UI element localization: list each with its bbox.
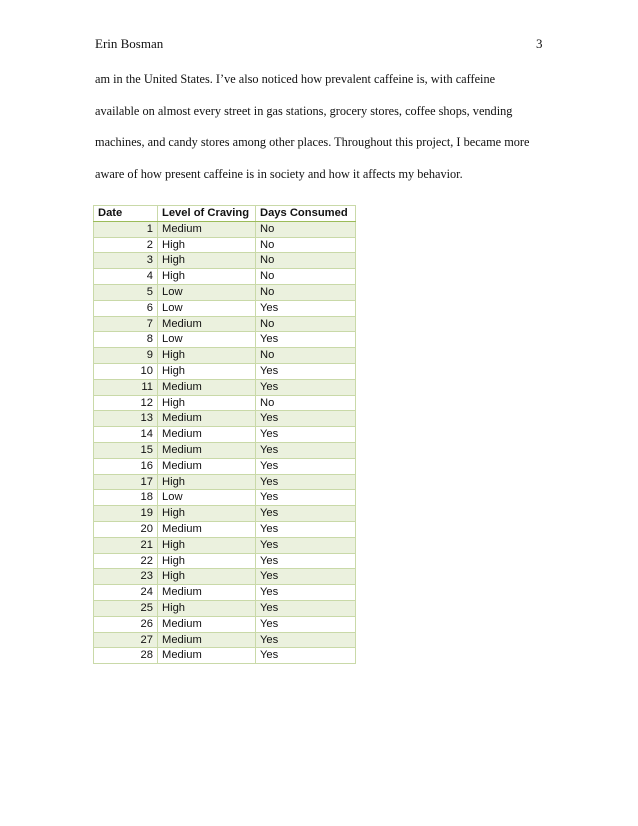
table-row <box>94 379 356 395</box>
cell-date: 19 <box>94 506 158 522</box>
table-row <box>94 442 356 458</box>
cell-days-consumed: Yes <box>256 537 356 553</box>
page-number: 3 <box>536 36 543 51</box>
cell-days-consumed: Yes <box>256 411 356 427</box>
cell-level-of-craving: Medium <box>158 648 256 664</box>
table-row <box>94 569 356 585</box>
table-row <box>94 316 356 332</box>
cell-date: 24 <box>94 585 158 601</box>
table-body <box>94 221 356 663</box>
cell-level-of-craving: High <box>158 474 256 490</box>
cell-date: 6 <box>94 300 158 316</box>
running-header-author: Erin Bosman <box>95 36 164 51</box>
column-header-days-consumed: Days Consumed <box>256 206 356 222</box>
cell-days-consumed: Yes <box>256 632 356 648</box>
cell-days-consumed: Yes <box>256 474 356 490</box>
cell-days-consumed: Yes <box>256 569 356 585</box>
body-line: aware of how present caffeine is in society and how it affects my behavior. <box>95 166 463 181</box>
cell-days-consumed: Yes <box>256 585 356 601</box>
cell-level-of-craving: Low <box>158 284 256 300</box>
body-line: available on almost every street in gas stations, grocery stores, coffee shops, vending <box>95 103 513 118</box>
table-row <box>94 506 356 522</box>
table-row <box>94 537 356 553</box>
cell-level-of-craving: High <box>158 395 256 411</box>
table-row <box>94 616 356 632</box>
cell-level-of-craving: Medium <box>158 632 256 648</box>
cell-level-of-craving: Medium <box>158 585 256 601</box>
cell-level-of-craving: High <box>158 237 256 253</box>
cell-date: 2 <box>94 237 158 253</box>
table-row <box>94 300 356 316</box>
cell-date: 8 <box>94 332 158 348</box>
table-row <box>94 474 356 490</box>
cell-level-of-craving: Low <box>158 332 256 348</box>
cell-date: 3 <box>94 253 158 269</box>
cell-date: 27 <box>94 632 158 648</box>
body-line: am in the United States. I’ve also noticed how prevalent caffeine is, with caffeine <box>95 72 496 86</box>
cell-days-consumed: Yes <box>256 332 356 348</box>
cell-date: 5 <box>94 284 158 300</box>
table-row <box>94 395 356 411</box>
cell-level-of-craving: Medium <box>158 521 256 537</box>
cell-days-consumed: Yes <box>256 442 356 458</box>
caffeine-craving-table <box>93 205 356 664</box>
cell-days-consumed: Yes <box>256 553 356 569</box>
cell-level-of-craving: Low <box>158 300 256 316</box>
cell-date: 9 <box>94 348 158 364</box>
cell-date: 28 <box>94 648 158 664</box>
cell-date: 10 <box>94 363 158 379</box>
table-row <box>94 632 356 648</box>
cell-days-consumed: No <box>256 348 356 364</box>
cell-date: 23 <box>94 569 158 585</box>
cell-date: 17 <box>94 474 158 490</box>
cell-days-consumed: Yes <box>256 490 356 506</box>
cell-date: 20 <box>94 521 158 537</box>
cell-date: 16 <box>94 458 158 474</box>
cell-date: 12 <box>94 395 158 411</box>
cell-level-of-craving: High <box>158 348 256 364</box>
cell-level-of-craving: Medium <box>158 411 256 427</box>
cell-level-of-craving: Medium <box>158 316 256 332</box>
table-row <box>94 284 356 300</box>
cell-days-consumed: Yes <box>256 506 356 522</box>
cell-days-consumed: No <box>256 395 356 411</box>
cell-date: 22 <box>94 553 158 569</box>
cell-days-consumed: No <box>256 269 356 285</box>
cell-level-of-craving: High <box>158 253 256 269</box>
cell-days-consumed: Yes <box>256 521 356 537</box>
table-row <box>94 600 356 616</box>
cell-days-consumed: Yes <box>256 363 356 379</box>
cell-level-of-craving: Medium <box>158 616 256 632</box>
table-row <box>94 269 356 285</box>
table-row <box>94 221 356 237</box>
cell-date: 14 <box>94 427 158 443</box>
cell-days-consumed: No <box>256 316 356 332</box>
cell-days-consumed: No <box>256 284 356 300</box>
cell-level-of-craving: High <box>158 537 256 553</box>
cell-days-consumed: No <box>256 221 356 237</box>
table-row <box>94 363 356 379</box>
cell-level-of-craving: High <box>158 553 256 569</box>
cell-days-consumed: Yes <box>256 300 356 316</box>
table-row <box>94 411 356 427</box>
cell-level-of-craving: Medium <box>158 442 256 458</box>
cell-date: 1 <box>94 221 158 237</box>
table-row <box>94 253 356 269</box>
cell-level-of-craving: High <box>158 269 256 285</box>
table-row <box>94 237 356 253</box>
table-row <box>94 648 356 664</box>
table-row <box>94 348 356 364</box>
cell-days-consumed: Yes <box>256 427 356 443</box>
body-paragraph <box>95 64 555 190</box>
cell-days-consumed: Yes <box>256 379 356 395</box>
table-header-row <box>94 206 356 222</box>
table-row <box>94 521 356 537</box>
table-row <box>94 427 356 443</box>
table-row <box>94 332 356 348</box>
cell-date: 25 <box>94 600 158 616</box>
cell-date: 7 <box>94 316 158 332</box>
table-row <box>94 490 356 506</box>
cell-level-of-craving: High <box>158 600 256 616</box>
cell-level-of-craving: Medium <box>158 427 256 443</box>
cell-level-of-craving: High <box>158 506 256 522</box>
cell-days-consumed: Yes <box>256 600 356 616</box>
cell-date: 18 <box>94 490 158 506</box>
table-row <box>94 553 356 569</box>
cell-level-of-craving: Medium <box>158 379 256 395</box>
cell-level-of-craving: Medium <box>158 458 256 474</box>
column-header-level-of-craving: Level of Craving <box>158 206 256 222</box>
cell-date: 4 <box>94 269 158 285</box>
cell-days-consumed: Yes <box>256 648 356 664</box>
cell-level-of-craving: High <box>158 569 256 585</box>
cell-level-of-craving: High <box>158 363 256 379</box>
cell-date: 26 <box>94 616 158 632</box>
cell-days-consumed: No <box>256 253 356 269</box>
cell-level-of-craving: Medium <box>158 221 256 237</box>
cell-days-consumed: Yes <box>256 458 356 474</box>
table-row <box>94 458 356 474</box>
cell-date: 11 <box>94 379 158 395</box>
body-line: machines, and candy stores among other places. Throughout this project, I became more <box>95 135 530 149</box>
column-header-date: Date <box>94 206 158 222</box>
cell-date: 21 <box>94 537 158 553</box>
cell-days-consumed: No <box>256 237 356 253</box>
cell-days-consumed: Yes <box>256 616 356 632</box>
table-row <box>94 585 356 601</box>
cell-level-of-craving: Low <box>158 490 256 506</box>
cell-date: 15 <box>94 442 158 458</box>
cell-date: 13 <box>94 411 158 427</box>
